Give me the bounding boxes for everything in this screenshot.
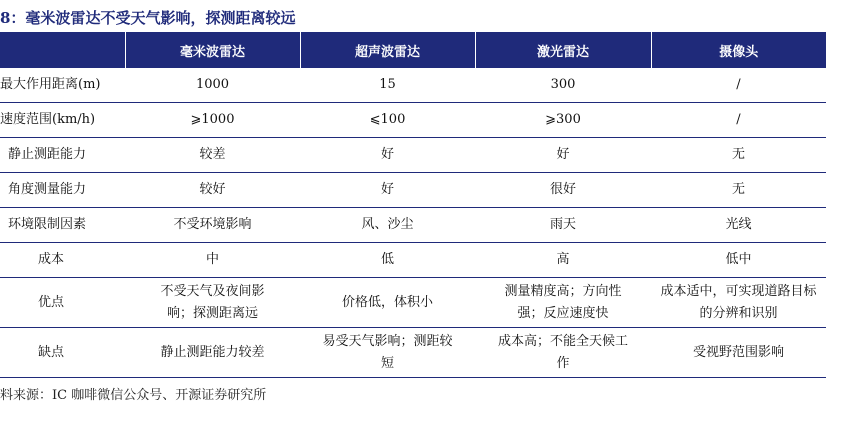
- header-mmwave-radar: 毫米波雷达: [125, 32, 300, 68]
- table-cell: 高: [475, 243, 651, 278]
- table-cell: 价格低，体积小: [300, 278, 475, 328]
- row-label: 优点: [0, 278, 125, 328]
- table-cell: 很好: [475, 173, 651, 208]
- table-cell: 好: [300, 138, 475, 173]
- table-cell: ⩾1000: [125, 103, 300, 138]
- header-row: [0, 32, 826, 68]
- table-row: [0, 68, 826, 103]
- table-cell: ⩾300: [475, 103, 651, 138]
- table-cell: 风、沙尘: [300, 208, 475, 243]
- table-cell: 较好: [125, 173, 300, 208]
- table-cell: 低中: [651, 243, 826, 278]
- header-lidar: 激光雷达: [475, 32, 651, 68]
- table-cell: 不受天气及夜间影响；探测距离远: [125, 278, 300, 328]
- header-blank: [0, 32, 125, 68]
- table-cell: 光线: [651, 208, 826, 243]
- table-cell: 无: [651, 138, 826, 173]
- row-label: 缺点: [0, 328, 125, 378]
- table-row: [0, 103, 826, 138]
- table-cell: 受视野范围影响: [651, 328, 826, 378]
- row-label: 最大作用距离(m): [0, 68, 125, 103]
- row-label: 速度范围(km/h): [0, 103, 125, 138]
- table-row: [0, 208, 826, 243]
- row-label: 静止测距能力: [0, 138, 125, 173]
- table-cell: 静止测距能力较差: [125, 328, 300, 378]
- table-cell: 300: [475, 68, 651, 103]
- table-cell: 中: [125, 243, 300, 278]
- table-row: [0, 278, 826, 328]
- table-cell: ⩽100: [300, 103, 475, 138]
- table-cell: 成本适中，可实现道路目标的分辨和识别: [651, 278, 826, 328]
- table-cell: /: [651, 68, 826, 103]
- table-cell: 雨天: [475, 208, 651, 243]
- table-cell: 较差: [125, 138, 300, 173]
- table-cell: 低: [300, 243, 475, 278]
- table-cell: 好: [475, 138, 651, 173]
- source-note: 料来源：IC 咖啡微信公众号、开源证券研究所: [0, 388, 267, 403]
- table-row: [0, 328, 826, 378]
- table-row: [0, 173, 826, 208]
- comparison-table: [0, 32, 826, 378]
- table-cell: 不受环境影响: [125, 208, 300, 243]
- table-cell: 好: [300, 173, 475, 208]
- table-cell: /: [651, 103, 826, 138]
- table-title: 8：毫米波雷达不受天气影响，探测距离较远: [0, 9, 296, 27]
- table-cell: 易受天气影响；测距较短: [300, 328, 475, 378]
- table-cell: 测量精度高；方向性强；反应速度快: [475, 278, 651, 328]
- row-label: 成本: [0, 243, 125, 278]
- row-label: 环境限制因素: [0, 208, 125, 243]
- table-row: [0, 138, 826, 173]
- table-cell: 无: [651, 173, 826, 208]
- table-cell: 1000: [125, 68, 300, 103]
- header-ultrasonic-radar: 超声波雷达: [300, 32, 475, 68]
- table-cell: 成本高；不能全天候工作: [475, 328, 651, 378]
- header-camera: 摄像头: [651, 32, 826, 68]
- table-row: [0, 243, 826, 278]
- table-cell: 15: [300, 68, 475, 103]
- row-label: 角度测量能力: [0, 173, 125, 208]
